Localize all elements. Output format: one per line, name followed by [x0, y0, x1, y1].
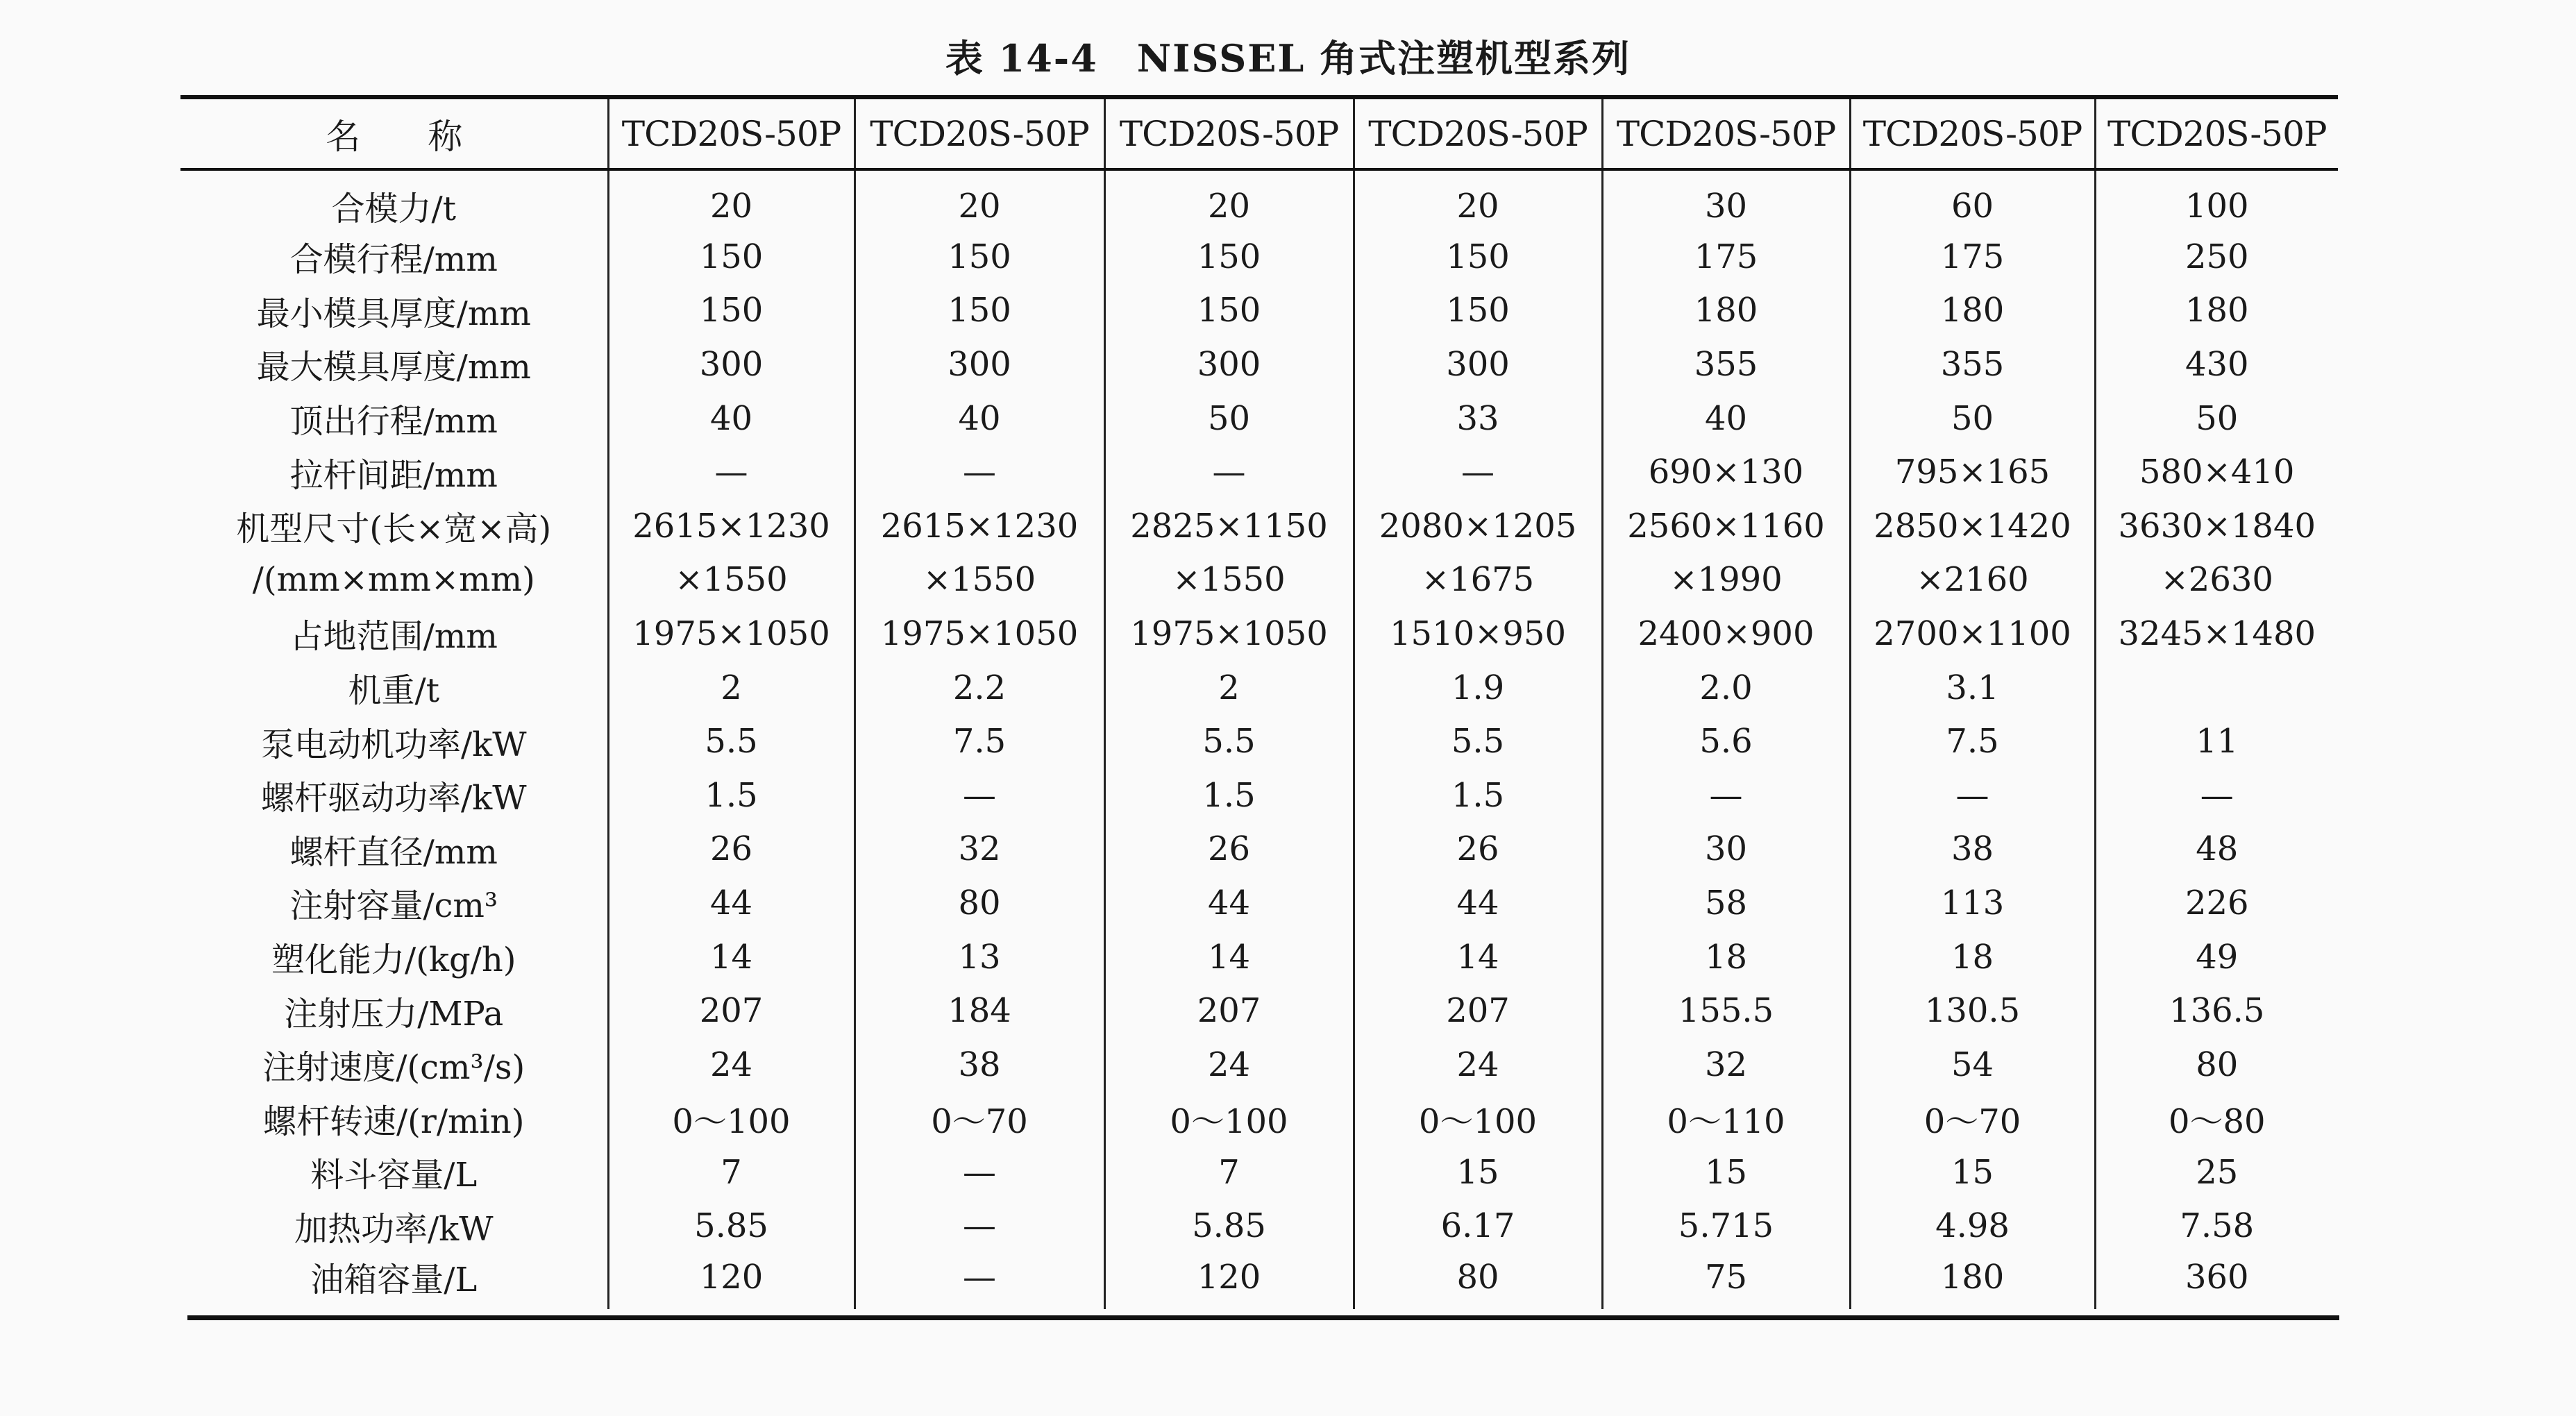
- table-cell: 1.5: [608, 768, 855, 823]
- table-cell: 32: [1602, 1038, 1850, 1092]
- table-cell: 50: [1104, 391, 1354, 446]
- table-cell: 3245×1480: [2095, 607, 2338, 661]
- table-cell: 14: [1104, 930, 1354, 984]
- table-row: [180, 930, 2338, 984]
- table-cell: 80: [2095, 1038, 2338, 1092]
- bottom-rule: [187, 1315, 2339, 1320]
- table-cell: 80: [1354, 1253, 1602, 1309]
- row-label: 油箱容量/L: [310, 1261, 478, 1300]
- table-cell: 44: [1104, 876, 1354, 930]
- row-label: 泵电动机功率/kW: [260, 725, 527, 764]
- table-cell: 180: [1850, 284, 2095, 338]
- table-cell: 1975×1050: [608, 607, 855, 661]
- row-label: 螺杆驱动功率/kW: [260, 779, 527, 818]
- row-label: 合模行程/mm: [289, 240, 498, 280]
- table-cell: 24: [1104, 1038, 1354, 1092]
- table-cell: 26: [1104, 823, 1354, 877]
- table-cell: 1975×1050: [1104, 607, 1354, 661]
- table-cell: 2615×1230: [855, 499, 1104, 553]
- model-header: TCD20S-50P: [1602, 97, 1850, 169]
- table-row: [180, 553, 2338, 607]
- table-cell: 0～100: [1104, 1092, 1354, 1146]
- table-cell: 795×165: [1850, 445, 2095, 499]
- table-cell: 120: [608, 1253, 855, 1309]
- table-cell: 30: [1602, 823, 1850, 877]
- table-cell: 100: [2095, 169, 2338, 230]
- table-cell: 5.5: [608, 714, 855, 768]
- row-label: 顶出行程/mm: [289, 402, 498, 441]
- table-cell: —: [855, 445, 1104, 499]
- header-label: 名 称: [326, 116, 462, 157]
- table-cell: 5.85: [1104, 1199, 1354, 1254]
- table-cell: 580×410: [2095, 445, 2338, 499]
- table-cell: 44: [1354, 876, 1602, 930]
- table-row: [180, 1092, 2338, 1146]
- table-cell: ×2630: [2095, 553, 2338, 607]
- row-label: 注射容量/cm³: [289, 886, 498, 926]
- table-cell: 5.6: [1602, 714, 1850, 768]
- table-cell: 2825×1150: [1104, 499, 1354, 553]
- table-row: [180, 169, 2338, 230]
- table-cell: 300: [1354, 337, 1602, 391]
- table-cell: 15: [1354, 1145, 1602, 1199]
- table-body: [180, 169, 2338, 1309]
- table-cell: 5.5: [1104, 714, 1354, 768]
- table-cell: 2.2: [855, 661, 1104, 715]
- table-cell: 32: [855, 823, 1104, 877]
- table-cell: 0～80: [2095, 1092, 2338, 1146]
- row-label: 机型尺寸(长×宽×高): [236, 509, 552, 549]
- model-header: TCD20S-50P: [2095, 97, 2338, 169]
- row-label: 合模力/t: [331, 189, 456, 228]
- table-cell: —: [1602, 768, 1850, 823]
- table-cell: 180: [1850, 1253, 2095, 1309]
- table-cell: 24: [1354, 1038, 1602, 1092]
- table-cell: 150: [608, 284, 855, 338]
- table-cell: 300: [608, 337, 855, 391]
- table-cell: 20: [855, 169, 1104, 230]
- table-row: [180, 1253, 2338, 1309]
- table-cell: 136.5: [2095, 984, 2338, 1038]
- model-header: TCD20S-50P: [1354, 97, 1602, 169]
- table-cell: 207: [1104, 984, 1354, 1038]
- table-cell: 7.58: [2095, 1199, 2338, 1254]
- table-cell: 300: [855, 337, 1104, 391]
- model-header: TCD20S-50P: [1104, 97, 1354, 169]
- table-row: [180, 823, 2338, 877]
- table-cell: 58: [1602, 876, 1850, 930]
- table-cell: 49: [2095, 930, 2338, 984]
- table-cell: 2: [608, 661, 855, 715]
- table-cell: 1510×950: [1354, 607, 1602, 661]
- table-cell: 14: [608, 930, 855, 984]
- table-cell: 250: [2095, 230, 2338, 284]
- specs-table: [180, 95, 2338, 1309]
- table-cell: 430: [2095, 337, 2338, 391]
- table-cell: ×1550: [608, 553, 855, 607]
- model-header: TCD20S-50P: [608, 97, 855, 169]
- table-cell: 150: [855, 284, 1104, 338]
- table-cell: 13: [855, 930, 1104, 984]
- table-row: [180, 284, 2338, 338]
- table-row: [180, 1199, 2338, 1254]
- table-cell: 33: [1354, 391, 1602, 446]
- table-cell: —: [2095, 768, 2338, 823]
- table-cell: 3630×1840: [2095, 499, 2338, 553]
- table-cell: 2400×900: [1602, 607, 1850, 661]
- table-cell: 24: [608, 1038, 855, 1092]
- table-cell: 175: [1602, 230, 1850, 284]
- table-cell: 11: [2095, 714, 2338, 768]
- table-row: [180, 1038, 2338, 1092]
- table-cell: 0～70: [1850, 1092, 2095, 1146]
- table-cell: 2.0: [1602, 661, 1850, 715]
- table-cell: ×1550: [1104, 553, 1354, 607]
- table-cell: [2095, 661, 2338, 715]
- table-cell: 1975×1050: [855, 607, 1104, 661]
- table-cell: 26: [608, 823, 855, 877]
- table-row: [180, 445, 2338, 499]
- row-label: 占地范围/mm: [289, 617, 498, 657]
- table-cell: 300: [1104, 337, 1354, 391]
- model-header: TCD20S-50P: [1850, 97, 2095, 169]
- table-cell: —: [1354, 445, 1602, 499]
- table-cell: 355: [1602, 337, 1850, 391]
- table-cell: 2700×1100: [1850, 607, 2095, 661]
- table-cell: —: [1104, 445, 1354, 499]
- header-row: [180, 97, 2338, 169]
- table-cell: 360: [2095, 1253, 2338, 1309]
- table-row: [180, 714, 2338, 768]
- row-label: 螺杆直径/mm: [289, 832, 498, 872]
- row-label: 最大模具厚度/mm: [256, 348, 531, 387]
- table-cell: 2080×1205: [1354, 499, 1602, 553]
- table-title: 表 14-4 NISSEL 角式注塑机型系列: [945, 36, 1631, 81]
- table-cell: 355: [1850, 337, 2095, 391]
- table-cell: 130.5: [1850, 984, 2095, 1038]
- table-cell: 207: [608, 984, 855, 1038]
- row-label: 最小模具厚度/mm: [256, 294, 531, 333]
- table-row: [180, 984, 2338, 1038]
- table-cell: 75: [1602, 1253, 1850, 1309]
- row-label: 注射速度/(cm³/s): [262, 1048, 525, 1088]
- table-row: [180, 607, 2338, 661]
- table-row: [180, 661, 2338, 715]
- table-cell: —: [855, 1145, 1104, 1199]
- table-cell: 15: [1602, 1145, 1850, 1199]
- table-cell: ×1550: [855, 553, 1104, 607]
- table-cell: 150: [855, 230, 1104, 284]
- table-cell: 1.5: [1104, 768, 1354, 823]
- table-cell: 50: [2095, 391, 2338, 446]
- row-label: 料斗容量/L: [310, 1156, 478, 1195]
- table-cell: 20: [1354, 169, 1602, 230]
- table-cell: 5.85: [608, 1199, 855, 1254]
- table-cell: 2: [1104, 661, 1354, 715]
- table-cell: —: [855, 1199, 1104, 1254]
- table-cell: 155.5: [1602, 984, 1850, 1038]
- table-cell: 20: [1104, 169, 1354, 230]
- table-cell: 113: [1850, 876, 2095, 930]
- table-cell: 5.5: [1354, 714, 1602, 768]
- table-row: [180, 876, 2338, 930]
- table-cell: 2615×1230: [608, 499, 855, 553]
- model-header: TCD20S-50P: [855, 97, 1104, 169]
- table-cell: ×2160: [1850, 553, 2095, 607]
- table-cell: 54: [1850, 1038, 2095, 1092]
- table-cell: 15: [1850, 1145, 2095, 1199]
- table-cell: 60: [1850, 169, 2095, 230]
- table-row: [180, 337, 2338, 391]
- table-cell: 2850×1420: [1850, 499, 2095, 553]
- table-cell: 2560×1160: [1602, 499, 1850, 553]
- table-cell: 40: [855, 391, 1104, 446]
- table-cell: 207: [1354, 984, 1602, 1038]
- table-cell: 175: [1850, 230, 2095, 284]
- row-label: 机重/t: [348, 671, 439, 711]
- table-cell: 3.1: [1850, 661, 2095, 715]
- table-cell: 180: [2095, 284, 2338, 338]
- row-label: 注射压力/MPa: [284, 994, 504, 1034]
- table-cell: 0～70: [855, 1092, 1104, 1146]
- row-label: /(mm×mm×mm): [252, 560, 535, 600]
- table-cell: 150: [608, 230, 855, 284]
- table-cell: 7.5: [1850, 714, 2095, 768]
- table-cell: ×1990: [1602, 553, 1850, 607]
- row-label: 拉杆间距/mm: [289, 455, 498, 495]
- table-cell: 38: [855, 1038, 1104, 1092]
- table-cell: 120: [1104, 1253, 1354, 1309]
- row-label: 螺杆转速/(r/min): [262, 1102, 525, 1141]
- table-cell: 1.9: [1354, 661, 1602, 715]
- table-cell: 1.5: [1354, 768, 1602, 823]
- table-cell: 40: [608, 391, 855, 446]
- table-cell: 4.98: [1850, 1199, 2095, 1254]
- table-cell: 180: [1602, 284, 1850, 338]
- table-cell: 0～100: [1354, 1092, 1602, 1146]
- table-row: [180, 499, 2338, 553]
- table-cell: 150: [1354, 284, 1602, 338]
- table-cell: —: [1850, 768, 2095, 823]
- table-row: [180, 391, 2338, 446]
- table-cell: 18: [1850, 930, 2095, 984]
- table-row: [180, 230, 2338, 284]
- table-cell: 80: [855, 876, 1104, 930]
- table-row: [180, 1145, 2338, 1199]
- table-cell: ×1675: [1354, 553, 1602, 607]
- table-cell: 184: [855, 984, 1104, 1038]
- table-cell: —: [855, 768, 1104, 823]
- row-label: 塑化能力/(kg/h): [271, 941, 516, 980]
- table-cell: 150: [1354, 230, 1602, 284]
- table-cell: 7: [1104, 1145, 1354, 1199]
- table-cell: 30: [1602, 169, 1850, 230]
- table-cell: 690×130: [1602, 445, 1850, 499]
- table-cell: 38: [1850, 823, 2095, 877]
- table-cell: 0～110: [1602, 1092, 1850, 1146]
- table-cell: 150: [1104, 230, 1354, 284]
- table-cell: 5.715: [1602, 1199, 1850, 1254]
- table-cell: 226: [2095, 876, 2338, 930]
- table-cell: 25: [2095, 1145, 2338, 1199]
- row-label: 加热功率/kW: [294, 1209, 494, 1249]
- table-cell: 7: [608, 1145, 855, 1199]
- table-cell: 40: [1602, 391, 1850, 446]
- table-cell: 18: [1602, 930, 1850, 984]
- table-cell: —: [855, 1253, 1104, 1309]
- table-cell: 14: [1354, 930, 1602, 984]
- table-cell: 26: [1354, 823, 1602, 877]
- table-cell: 7.5: [855, 714, 1104, 768]
- table-cell: 44: [608, 876, 855, 930]
- table-cell: 20: [608, 169, 855, 230]
- table-cell: —: [608, 445, 855, 499]
- table-cell: 150: [1104, 284, 1354, 338]
- table-cell: 6.17: [1354, 1199, 1602, 1254]
- table-cell: 0～100: [608, 1092, 855, 1146]
- table-cell: 50: [1850, 391, 2095, 446]
- table-row: [180, 768, 2338, 823]
- table-cell: 48: [2095, 823, 2338, 877]
